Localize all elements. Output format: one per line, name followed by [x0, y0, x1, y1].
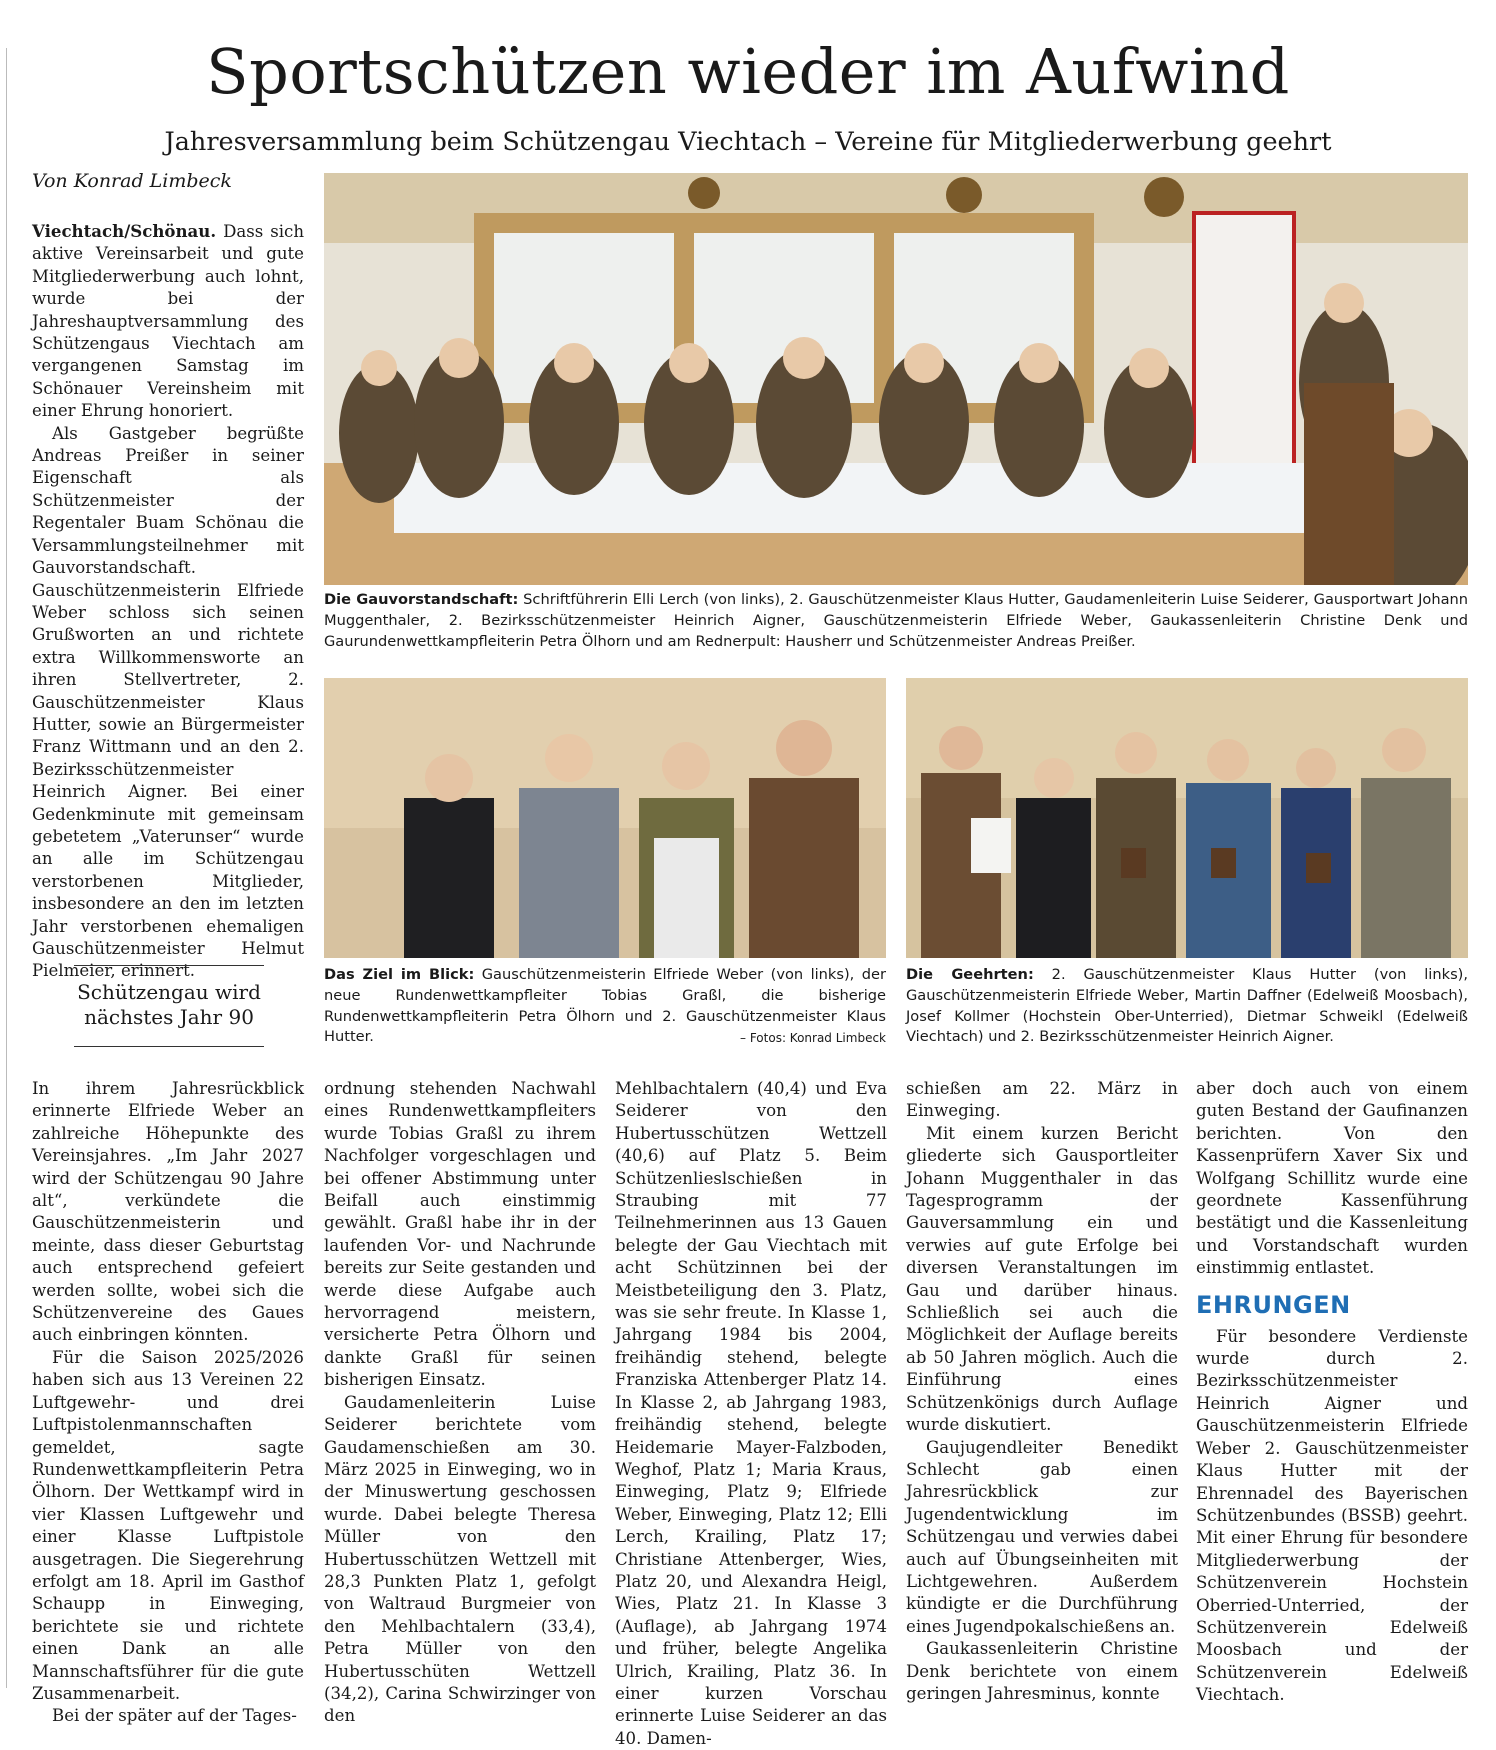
headline: Sportschützen wieder im Aufwind: [206, 35, 1290, 108]
photo-illustration: [324, 173, 1468, 585]
subheadline: Jahresversammlung beim Schützengau Viechtach – Vereine für Mitgliederwerbung geehrt: [164, 127, 1332, 157]
photo-illustration: [906, 678, 1468, 958]
pullquote: Schützengau wird nächstes Jahr 90: [74, 965, 264, 1047]
column-4: [906, 1078, 1178, 1705]
caption-main-photo: [324, 590, 1468, 652]
caption-text: Gauschützenmeisterin Elfriede Weber (von links), der neue Rundenwettkampfleiter Tobias Graßl, die bisherige Rundenwettkampfleiterin Petra Ölhorn und 2. Gauschützenmeister Klaus Hutter.: [324, 966, 886, 1046]
paragraph-text: Dass sich aktive Vereinsarbeit und gute Mitgliederwerbung auch lohnt, wurde bei der Jahreshauptversammlung des Schützengaus Viechtach am vergangenen Samstag im Schönauer Vereinsheim mit einer Ehrung honoriert.: [32, 222, 305, 421]
caption-title: Das Ziel im Blick:: [324, 966, 475, 983]
paragraph: Bei der später auf der Tages-: [52, 1706, 297, 1726]
paragraph: Für besondere Verdienste wurde durch 2. Bezirksschützenmeister Heinrich Aigner und Gauschützenmeisterin Elfriede Weber 2. Gauschützenmeister Klaus Hutter mit der Ehrennadel des Bayerischen Schützenbundes (BSSB) geehrt. Mit einer Ehrung für besondere Mitgliederwerbung der Schützenverein Hochstein Oberried-Unterried, der Schützenverein Edelweiß Moosbach und der Schützenverein Edelweiß Viechtach.: [1196, 1326, 1468, 1705]
paragraph: Gaukassenleiterin Christine Denk berichtete von einem geringen Jahresminus, konnte: [906, 1639, 1178, 1703]
caption-right-photo: [906, 965, 1468, 1048]
caption-title: Die Geehrten:: [906, 966, 1034, 983]
paragraph: Als Gastgeber begrüßte Andreas Preißer in seiner Eigenschaft als Schützenmeister der Regentaler Buam Schönau die Versammlungsteilnehmer mit Gauvorstandschaft. Gauschützenmeisterin Elfriede Weber schloss sich seinen Grußworten an und richtete extra Willkommensworte an ihren Stellvertreter, 2. Gauschützenmeister Klaus Hutter, sowie an Bürgermeister Franz Wittmann und an den 2. Bezirksschützenmeister Heinrich Aigner. Bei einer Gedenkminute mit gemeinsam gebetetem „Vaterunser“ wurde an alle im Schützengau verstorbenen Mitglieder, insbesondere an den im letzten Jahr verstorbenen ehemaligen Gauschützenmeister Helmut Pielmeier, erinnert.: [32, 423, 304, 981]
photo-die-geehrten: [906, 678, 1468, 958]
photo-gauvorstandschaft: [324, 173, 1468, 585]
photo-credit: – Fotos: Konrad Limbeck: [740, 1031, 886, 1046]
column-1-upper: [32, 220, 304, 983]
byline: Von Konrad Limbeck: [32, 170, 232, 192]
paragraph: [32, 220, 304, 423]
paragraph: Für die Saison 2025/2026 haben sich aus 13 Vereinen 22 Luftgewehr- und drei Luftpistolenmannschaften gemeldet, sagte Rundenwettkampfleiterin Petra Ölhorn. Der Wettkampf wird in vier Klassen Luftgewehr und einer Klasse Luftpistole ausgetragen. Die Siegerehrung erfolgt am 18. April im Gasthof Schaupp in Einweging, berichtete sie und richtete einen Dank an alle Mannschaftsführer für die gute Zusammenarbeit.: [32, 1347, 304, 1703]
paragraph: Mit einem kurzen Bericht gliederte sich Gausportleiter Johann Muggenthaler in das Tagesprogramm der Gauversammlung ein und verwies auf gute Erfolge bei diversen Veranstaltungen im Gau und darüber hinaus. Schließlich sei auch die Möglichkeit der Auflage bereits ab 50 Jahren möglich. Auch die Einführung eines Schützenkönigs durch Auflage wurde diskutiert.: [906, 1123, 1178, 1435]
column-5: [1196, 1078, 1468, 1707]
caption-text: Schriftführerin Elli Lerch (von links), 2. Gauschützenmeister Klaus Hutter, Gaudamenleiterin Luise Seiderer, Gausportwart Johann Muggenthaler, 2. Bezirksschützenmeister Heinrich Aigner, Gauschützenmeisterin Elfriede Weber, Gaukassenleiterin Christine Denk und Gaurundenwettkampfleiterin Petra Ölhorn und am Rednerpult: Hausherr und Schützenmeister Andreas Preißer.: [324, 591, 1469, 650]
paragraph: Mehlbachtalern (40,4) und Eva Seiderer von den Hubertusschützen Wettzell (40,6) auf Platz 5. Beim Schützenlieslschießen in Straubing mit 77 Teilnehmerinnen aus 13 Gauen belegte der Gau Viechtach mit acht Schützinnen bei der Meistbeteiligung den 3. Platz, was sie sehr freute. In Klasse 1, Jahrgang 1984 bis 2004, freihändig stehend, belegte Franziska Attenberger Platz 14. In Klasse 2, ab Jahrgang 1983, freihändig stehend, belegte Heidemarie Mayer-Falzboden, Weghof, Platz 1; Maria Kraus, Einweging, Platz 9; Elfriede Weber, Einweging, Platz 12; Elli Lerch, Krailing, Platz 17; Christiane Attenberger, Wies, Platz 20, und Alexandra Heigl, Wies, Platz 21. In Klasse 3 (Auflage), ab Jahrgang 1974 und früher, belegte Angelika Ulrich, Krailing, Platz 36. In einer kurzen Vorschau erinnerte Luise Seiderer an das 40. Damen-: [615, 1079, 887, 1748]
column-1-lower: [32, 1078, 304, 1728]
paragraph: In ihrem Jahresrückblick erinnerte Elfriede Weber an zahlreiche Höhepunkte des Vereinsjahres. „Im Jahr 2027 wird der Schützengau 90 Jahre alt“, verkündete die Gauschützenmeisterin und meinte, dass dieser Geburtstag auch entsprechend gefeiert werden sollte, wobei sich die Schützenvereine des Gaues auch einbringen könnten.: [32, 1079, 304, 1345]
caption-left-photo: [324, 965, 886, 1049]
dateline: Viechtach/Schönau.: [32, 221, 217, 241]
paragraph: Gaudamenleiterin Luise Seiderer berichtete vom Gaudamenschießen am 30. März 2025 in Einweging, wo in der Minuswertung geschossen wurde. Dabei belegte Theresa Müller von den Hubertusschützen Wettzell mit 28,3 Punkten Platz 1, gefolgt von Waltraud Burgmeier von den Mehlbachtalern (33,4), Petra Müller von den Hubertusschüten Wettzell (34,2), Carina Schwirzinger von den: [324, 1392, 596, 1726]
column-3: [615, 1078, 887, 1750]
caption-text: 2. Gauschützenmeister Klaus Hutter (von links), Gauschützenmeisterin Elfriede Weber, Martin Daffner (Edelweiß Moosbach), Josef Kollmer (Hochstein Ober-Unterried), Dietmar Schweikl (Edelweiß Viechtach) und 2. Bezirksschützenmeister Heinrich Aigner.: [906, 966, 1469, 1046]
section-heading: EHRUNGEN: [1196, 1290, 1351, 1319]
left-column-rule: [6, 48, 7, 1688]
paragraph: Gaujugendleiter Benedikt Schlecht gab einen Jahresrückblick zur Jugendentwicklung im Schützengau und verwies dabei auch auf Übungseinheiten mit Lichtgewehren. Außerdem kündigte er die Durchführung eines Jugendpokalschießens an.: [906, 1437, 1178, 1636]
photo-ziel-im-blick: [324, 678, 886, 958]
column-2: [324, 1078, 596, 1728]
paragraph: ordnung stehenden Nachwahl eines Rundenwettkampfleiters wurde Tobias Graßl zu ihrem Nachfolger vorgeschlagen und bei offener Abstimmung unter Beifall auch einstimmig gewählt. Graßl habe ihr in der laufenden Vor- und Nachrunde bereits zur Seite gestanden und werde diese Aufgabe auch hervorragend meistern, versicherte Petra Ölhorn und dankte Graßl für seinen bisherigen Einsatz.: [324, 1079, 596, 1390]
caption-title: Die Gauvorstandschaft:: [324, 591, 519, 608]
paragraph: schießen am 22. März in Einweging.: [906, 1079, 1178, 1121]
paragraph: aber doch auch von einem guten Bestand der Gaufinanzen berichten. Von den Kassenprüfern Xaver Six und Wolfgang Schillitz wurde eine geordnete Kassenführung bestätigt und die Kassenleitung und Vorstandschaft wurden einstimmig entlastet.: [1196, 1079, 1468, 1278]
photo-illustration: [324, 678, 886, 958]
